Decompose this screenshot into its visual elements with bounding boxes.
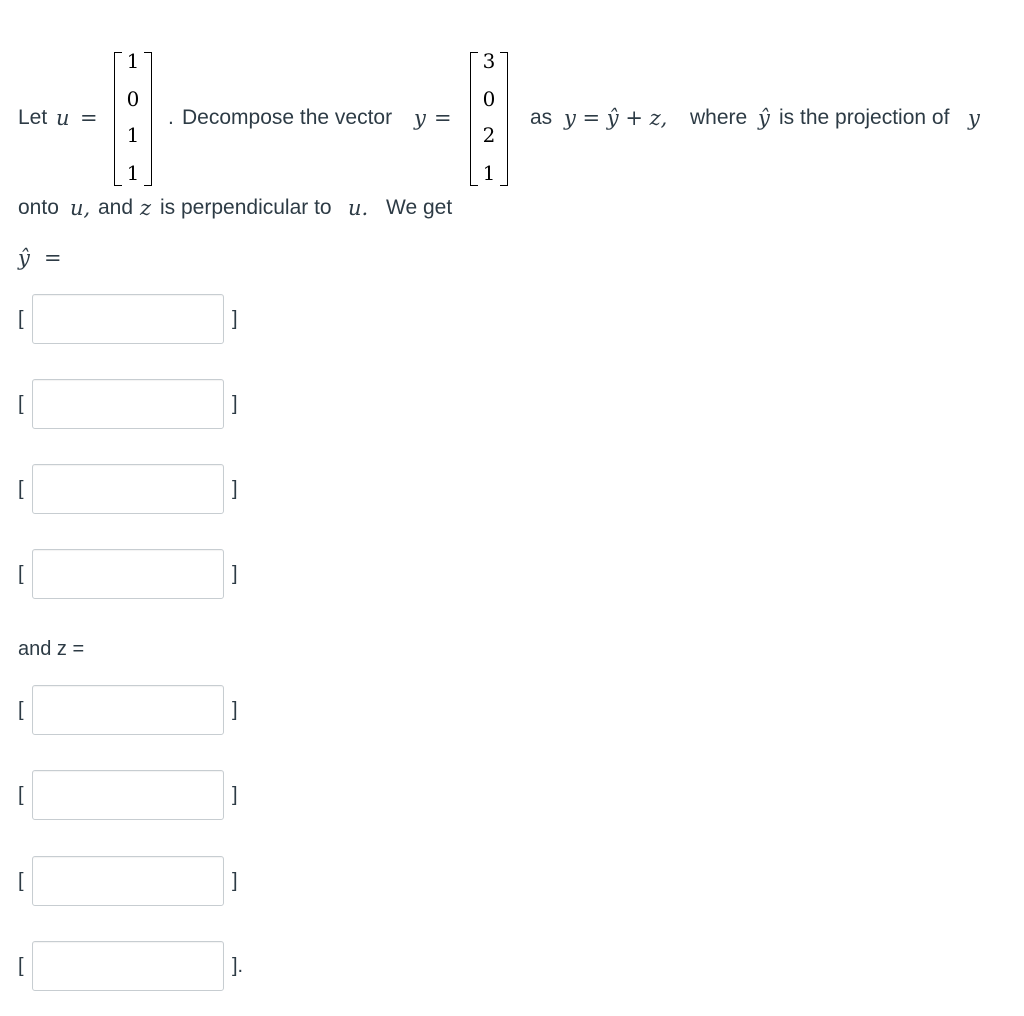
z-label: and z = <box>18 638 85 660</box>
yhat-input-1[interactable] <box>32 294 224 344</box>
u-vector-matrix <box>114 49 152 186</box>
open-bracket: [ <box>18 308 24 330</box>
yhat-equals: = <box>44 246 62 270</box>
u-entry-3: 1 <box>126 123 140 147</box>
where-text: where <box>690 106 748 129</box>
yhat-input-4[interactable] <box>32 549 224 599</box>
z-input-2[interactable] <box>32 770 224 820</box>
u-entry-2: 0 <box>126 87 140 111</box>
perpendicular-text: is perpendicular to <box>160 196 332 219</box>
u-variable-3: u. <box>348 196 369 220</box>
z-input-4[interactable] <box>32 941 224 991</box>
y-variable: y <box>414 106 426 130</box>
yhat-entry-row-2 <box>18 379 258 433</box>
z-entry-row-1 <box>18 685 258 739</box>
onto-text: onto <box>18 196 59 219</box>
close-bracket: ] <box>232 699 238 721</box>
close-bracket: ] <box>232 308 238 330</box>
open-bracket: [ <box>18 955 24 977</box>
yhat-variable: ŷ <box>758 106 770 130</box>
open-bracket: [ <box>18 393 24 415</box>
z-input-3[interactable] <box>32 856 224 906</box>
we-get-text: We get <box>386 196 453 219</box>
open-bracket: [ <box>18 563 24 585</box>
y-entry-2: 0 <box>482 87 496 111</box>
open-bracket: [ <box>18 870 24 892</box>
yhat-label: ŷ <box>18 246 30 270</box>
equals-sign: = <box>80 106 98 130</box>
z-entry-row-3 <box>18 856 258 910</box>
open-bracket: [ <box>18 699 24 721</box>
yhat-input-3[interactable] <box>32 464 224 514</box>
u-variable: u <box>56 106 70 130</box>
y-entry-4: 1 <box>482 161 496 185</box>
y-entry-1: 3 <box>482 49 496 73</box>
open-bracket: [ <box>18 478 24 500</box>
close-bracket: ] <box>232 478 238 500</box>
close-bracket: ] <box>232 870 238 892</box>
y-entry-3: 2 <box>482 123 496 147</box>
decompose-text: Decompose the vector <box>182 106 393 129</box>
let-text: Let <box>18 106 48 129</box>
as-text: as <box>530 106 553 129</box>
y-variable-2: y <box>968 106 980 130</box>
equals-sign-2: = <box>434 106 452 130</box>
close-bracket: ]. <box>232 955 244 977</box>
close-bracket: ] <box>232 784 238 806</box>
z-entry-row-2 <box>18 770 258 824</box>
close-bracket: ] <box>232 393 238 415</box>
yhat-entry-row-4 <box>18 549 258 603</box>
yhat-input-2[interactable] <box>32 379 224 429</box>
y-vector-matrix <box>470 49 508 186</box>
period: . <box>168 106 174 129</box>
open-bracket: [ <box>18 784 24 806</box>
decomposition-formula: y = ŷ + z, <box>564 106 668 130</box>
yhat-entry-row-3 <box>18 464 258 518</box>
z-entry-row-4 <box>18 941 258 995</box>
z-variable: z <box>140 196 152 220</box>
projection-text: is the projection of <box>779 106 950 129</box>
u-variable-2: u, <box>70 196 91 220</box>
u-entry-1: 1 <box>126 49 140 73</box>
yhat-entry-row-1 <box>18 294 258 348</box>
and-text: and <box>98 196 134 219</box>
close-bracket: ] <box>232 563 238 585</box>
u-entry-4: 1 <box>126 161 140 185</box>
z-input-1[interactable] <box>32 685 224 735</box>
